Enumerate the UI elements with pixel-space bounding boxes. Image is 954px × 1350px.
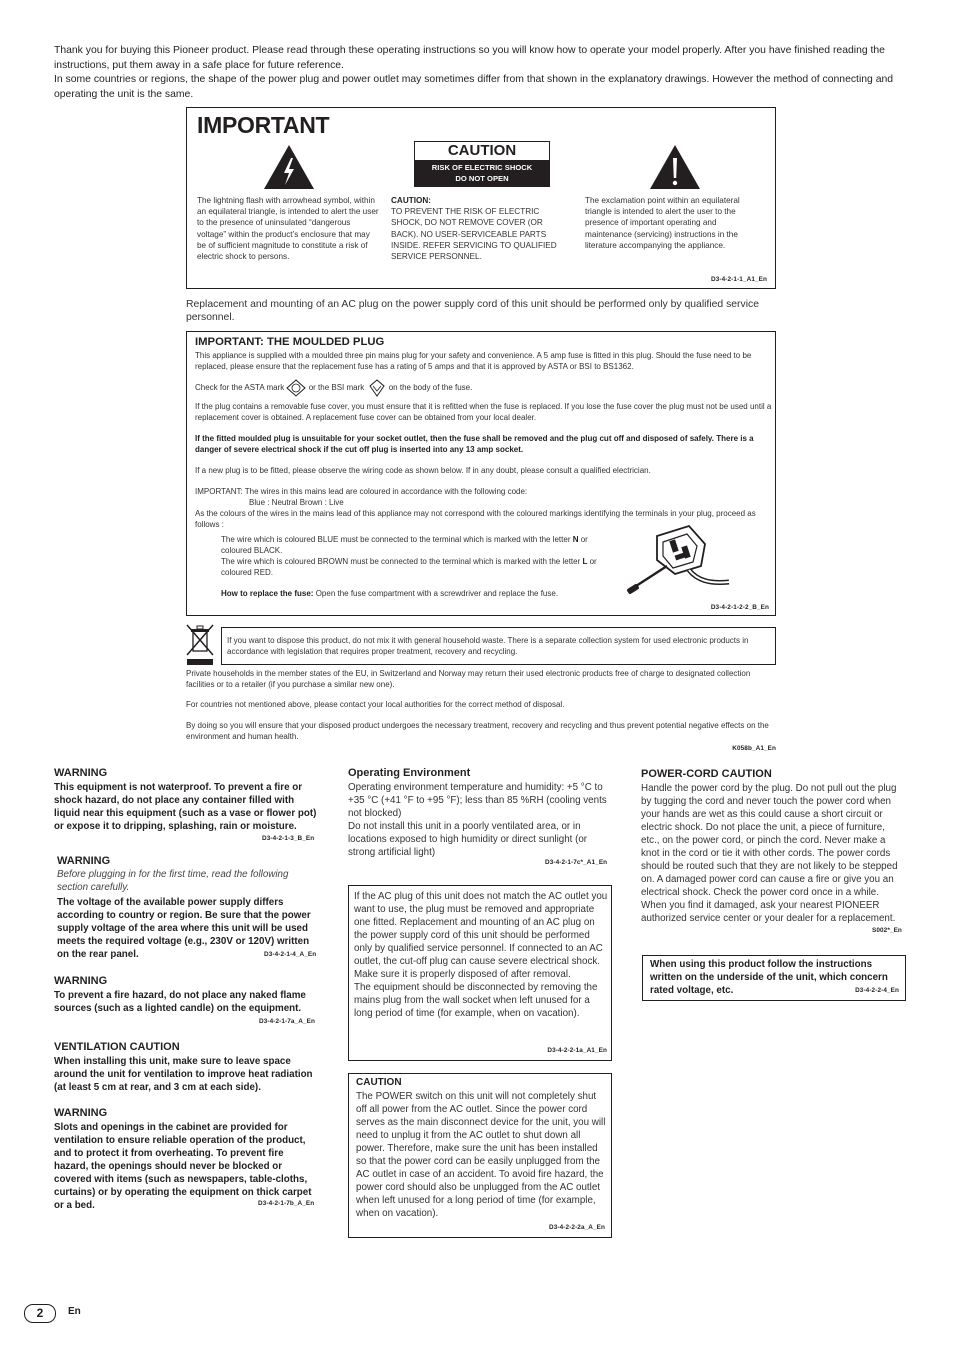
- plug-paragraph-4: If the fitted moulded plug is unsuitable for your socket outlet, then the fuse shall be removed and the plug cut off and disposed of safely. There is a danger of severe electrical shock if the cut off plug is inserted into any 13 amp socket.: [195, 434, 754, 454]
- caution-label-sub: [415, 160, 549, 186]
- power-switch-caution-box: [348, 1073, 612, 1238]
- rated-voltage-code: D3-4-2-2-4_En: [855, 987, 899, 994]
- fuse-replace-head: How to replace the fuse:: [221, 589, 314, 598]
- caution-description: [391, 195, 569, 262]
- power-cord-caution-heading: POWER-CORD CAUTION: [641, 768, 772, 780]
- plug-paragraph-7: As the colours of the wires in the mains lead of this appliance may not correspond with the coloured markings identifying the terminals in your plug, proceed as follows :: [195, 509, 756, 529]
- plug-paragraph-3: If the plug contains a removable fuse cover, you must ensure that it is refitted when the fuse is replaced. If you lose the fuse cover the plug must not be used until a replacement cover is obtained. A replacement fuse cover can be obtained from your local dealer.: [195, 402, 772, 422]
- caution-label: [414, 141, 550, 187]
- brown-wire-text-end: or coloured RED.: [221, 557, 597, 577]
- warning-3-heading: WARNING: [54, 975, 108, 987]
- fuse-mark-line: [195, 378, 773, 398]
- weee-paragraph-2: For countries not mentioned above, please contact your local authorities for the correct method of disposal.: [186, 700, 565, 709]
- rated-voltage-text: When using this product follow the instructions written on the underside of the unit, which concern rated voltage, etc.: [650, 959, 888, 996]
- warning-3-text: To prevent a fire hazard, do not place any naked flame sources (such as a lighted candle) on the equipment.: [54, 990, 306, 1014]
- weee-box-text: If you want to dispose this product, do not mix it with general household waste. There is a separate collection system for used electronic products in accordance with legislation that requires proper treatment, recovery and recycling.: [227, 636, 749, 656]
- important-title: IMPORTANT: [197, 112, 330, 138]
- operating-environment-code: D3-4-2-1-7c*_A1_En: [545, 859, 608, 866]
- power-switch-caution-code: D3-4-2-2-2a_A_En: [549, 1224, 605, 1231]
- warning-2-intro: Before plugging in for the first time, read the following section carefully.: [57, 869, 289, 893]
- lightning-warning-icon: [263, 144, 315, 190]
- asta-mark-icon: [286, 379, 306, 397]
- brown-wire-letter: L: [582, 557, 588, 566]
- ventilation-caution-heading: VENTILATION CAUTION: [54, 1041, 180, 1053]
- plug-paragraph-6: IMPORTANT: The wires in this mains lead are coloured in accordance with the following code:: [195, 487, 528, 496]
- asta-text: Check for the ASTA mark: [195, 383, 285, 393]
- warning-1-heading: WARNING: [54, 767, 108, 779]
- warning-2-text: The voltage of the available power supply differs according to country or region. Be sure that the power supply voltage of the area where this unit will be used meets the required voltage (e.g., 230V or 120V) written on the rear panel.: [57, 897, 311, 960]
- caution-sub-line-2: DO NOT OPEN: [455, 174, 509, 183]
- caution-description-head: CAUTION:: [391, 196, 432, 205]
- plug-paragraph-1: This appliance is supplied with a moulded three pin mains plug for your safety and convenience. A 5 amp fuse is fitted in this plug. Should the fuse need to be replaced, please ensure that the replacement fuse has a rating of 5 amps and that it is approved by ASTA or BSI to BS1362.: [195, 351, 752, 371]
- warning-2-code: D3-4-2-1-4_A_En: [264, 951, 317, 958]
- moulded-plug-box: [186, 331, 776, 616]
- ac-plug-box-text: If the AC plug of this unit does not match the AC outlet you want to use, the plug must be removed and appropriate one fitted. Replacement and mounting of an AC plug on the power supply cord of this unit should be performed only by qualified service personnel. If connected to an AC outlet, the cut-off plug can cause severe electrical shock. Make sure it is properly disposed of after removal. The equipment should be disconnected by removing the mains plug from the wall socket when left unused for a long period of time (for example, when on vacation).: [354, 891, 608, 1019]
- fuse-replace-text: Open the fuse compartment with a screwdriver and replace the fuse.: [313, 589, 559, 598]
- blue-wire-text-end: or coloured BLACK.: [221, 535, 588, 555]
- caution-description-text: TO PREVENT THE RISK OF ELECTRIC SHOCK, DO NOT REMOVE COVER (OR BACK). NO USER-SERVICEABLE PARTS INSIDE. REFER SERVICING TO QUALIFIED SERVICE PERSONNEL.: [391, 207, 557, 262]
- important-code: D3-4-2-1-1_A1_En: [711, 276, 767, 283]
- plug-paragraph-5: If a new plug is to be fitted, please observe the wiring code as shown below. If in any doubt, please consult a qualified electrician.: [195, 466, 651, 475]
- caution-label-title: CAUTION: [447, 142, 517, 159]
- intro-paragraph-1: Thank you for buying this Pioneer product. Please read through these operating instructions so you will know how to operate your model properly. After you have finished reading the instructions, put them away in a safe place for future reference.: [54, 45, 885, 71]
- weee-disposal-box: [221, 627, 776, 665]
- power-switch-caution-text: The POWER switch on this unit will not completely shut off all power from the AC outlet. Since the power cord serves as the main disconnect device for the unit, you will need to unplug it from the AC outlet to shut down all power. Therefore, make sure the unit has been installed so that the power cord can be easily unplugged from the AC outlet in case of an accident. To avoid fire hazard, the power cord should also be unplugged from the AC outlet when left unused for a long period of time (for example, when on vacation).: [356, 1091, 606, 1219]
- power-cord-caution-text: Handle the power cord by the plug. Do not pull out the plug by tugging the cord and never touch the power cord when your hands are wet as this could cause a short circuit or electric shock. Do not place the unit, a piece of furniture, etc., on the power cord, or pinch the cord. Never make a knot in the cord or tie it with other cords. The power cords should be routed such that they are not likely to be stepped on. A damaged power cord can cause a fire or give you an electrical shock. Check the power cord once in a while. When you find it damaged, ask your nearest PIONEER authorized service center or your dealer for a replacement.: [641, 783, 898, 924]
- power-switch-caution-heading: CAUTION: [356, 1077, 402, 1088]
- blue-wire-text: The wire which is coloured BLUE must be connected to the terminal which is marked with the letter: [221, 535, 573, 544]
- moulded-plug-code: D3-4-2-1-2-2_B_En: [710, 604, 769, 611]
- important-box: [186, 107, 776, 289]
- warning-4-heading: WARNING: [54, 1107, 108, 1119]
- power-cord-caution-code: S002*_En: [872, 927, 902, 934]
- weee-paragraph-3: By doing so you will ensure that your disposed product undergoes the necessary treatment, recovery and recycling and thus prevent potential negative effects on the environment and human health.: [186, 721, 769, 741]
- brown-wire-text: The wire which is coloured BROWN must be connected to the terminal which is marked with the letter: [221, 557, 583, 566]
- warning-4-text: Slots and openings in the cabinet are provided for ventilation to ensure reliable operation of the product, and to protect it from overheating. To prevent fire hazard, the openings should never be blocked or covered with items (such as newspapers, table-cloths, curtains) or by operating the equipment on thick carpet or a bed.: [54, 1122, 312, 1211]
- fuse-replace-instruction: [221, 589, 621, 600]
- fuse-body-text: on the body of the fuse.: [388, 383, 473, 393]
- replacement-note: Replacement and mounting of an AC plug on the power supply cord of this unit should be performed only by qualified service personnel.: [186, 299, 759, 323]
- ventilation-caution-text: When installing this unit, make sure to leave space around the unit for ventilation to improve heat radiation (at least 5 cm at rear, and 3 cm at each side).: [54, 1056, 313, 1093]
- blue-wire-letter: N: [572, 535, 579, 544]
- moulded-plug-title: IMPORTANT: THE MOULDED PLUG: [195, 336, 385, 348]
- operating-environment-text: Operating environment temperature and humidity: +5 °C to +35 °C (+41 °F to +95 °F); less than 85 %RH (cooling vents not blocked) Do not install this unit in a poorly ventilated area, or in locations exposed to high humidity or direct sunlight (or strong artificial light): [348, 782, 607, 858]
- weee-code: K058b_A1_En: [732, 745, 776, 752]
- warning-1-text: This equipment is not waterproof. To prevent a fire or shock hazard, do not place any container filled with liquid near this equipment (such as a vase or flower pot) or expose it to dripping, splashing, rain or moisture.: [54, 782, 317, 832]
- operating-environment-heading: Operating Environment: [348, 767, 471, 779]
- crossed-bin-icon: [186, 624, 214, 666]
- ac-plug-box: [348, 885, 612, 1061]
- bsi-kitemark-icon: [367, 378, 387, 398]
- page-language: En: [68, 1306, 81, 1317]
- wire-colour-code: Blue : Neutral Brown : Live: [249, 498, 344, 507]
- caution-sub-line-1: RISK OF ELECTRIC SHOCK: [431, 163, 533, 172]
- ac-plug-box-code: D3-4-2-2-1a_A1_En: [547, 1047, 607, 1054]
- intro-text: [54, 44, 904, 102]
- warning-1-code: D3-4-2-1-3_B_En: [262, 835, 315, 842]
- warning-2-heading: WARNING: [57, 855, 111, 867]
- lightning-description: The lightning flash with arrowhead symbol, within an equilateral triangle, is intended to alert the user to the presence of uninsulated “dangerous voltage” within the product’s enclosure that may be of sufficient magnitude to constitute a risk of electric shock to persons.: [197, 196, 379, 262]
- blue-wire-instruction: [221, 535, 611, 557]
- intro-paragraph-2: In some countries or regions, the shape of the power plug and power outlet may sometimes differ from that shown in the explanatory drawings. However the method of connecting and operating the unit is the same.: [54, 74, 894, 100]
- weee-paragraph-1: Private households in the member states of the EU, in Switzerland and Norway may return their used electronic products free of charge to designated collection facilities or to a retailer (if you purchase a similar new one).: [186, 669, 751, 689]
- rated-voltage-box: [642, 955, 906, 1001]
- warning-3-code: D3-4-2-1-7a_A_En: [259, 1018, 315, 1025]
- exclamation-warning-icon: [649, 144, 701, 190]
- warning-4-code: D3-4-2-1-7b_A_En: [258, 1200, 315, 1207]
- bsi-text: or the BSI mark: [308, 383, 365, 393]
- exclamation-description: The exclamation point within an equilateral triangle is intended to alert the user to the presence of important operating and maintenance (servicing) instructions in the literature accompanying the appliance.: [585, 196, 740, 250]
- plug-screwdriver-illustration: [627, 522, 732, 597]
- page-number: 2: [24, 1304, 56, 1323]
- brown-wire-instruction: [221, 557, 611, 579]
